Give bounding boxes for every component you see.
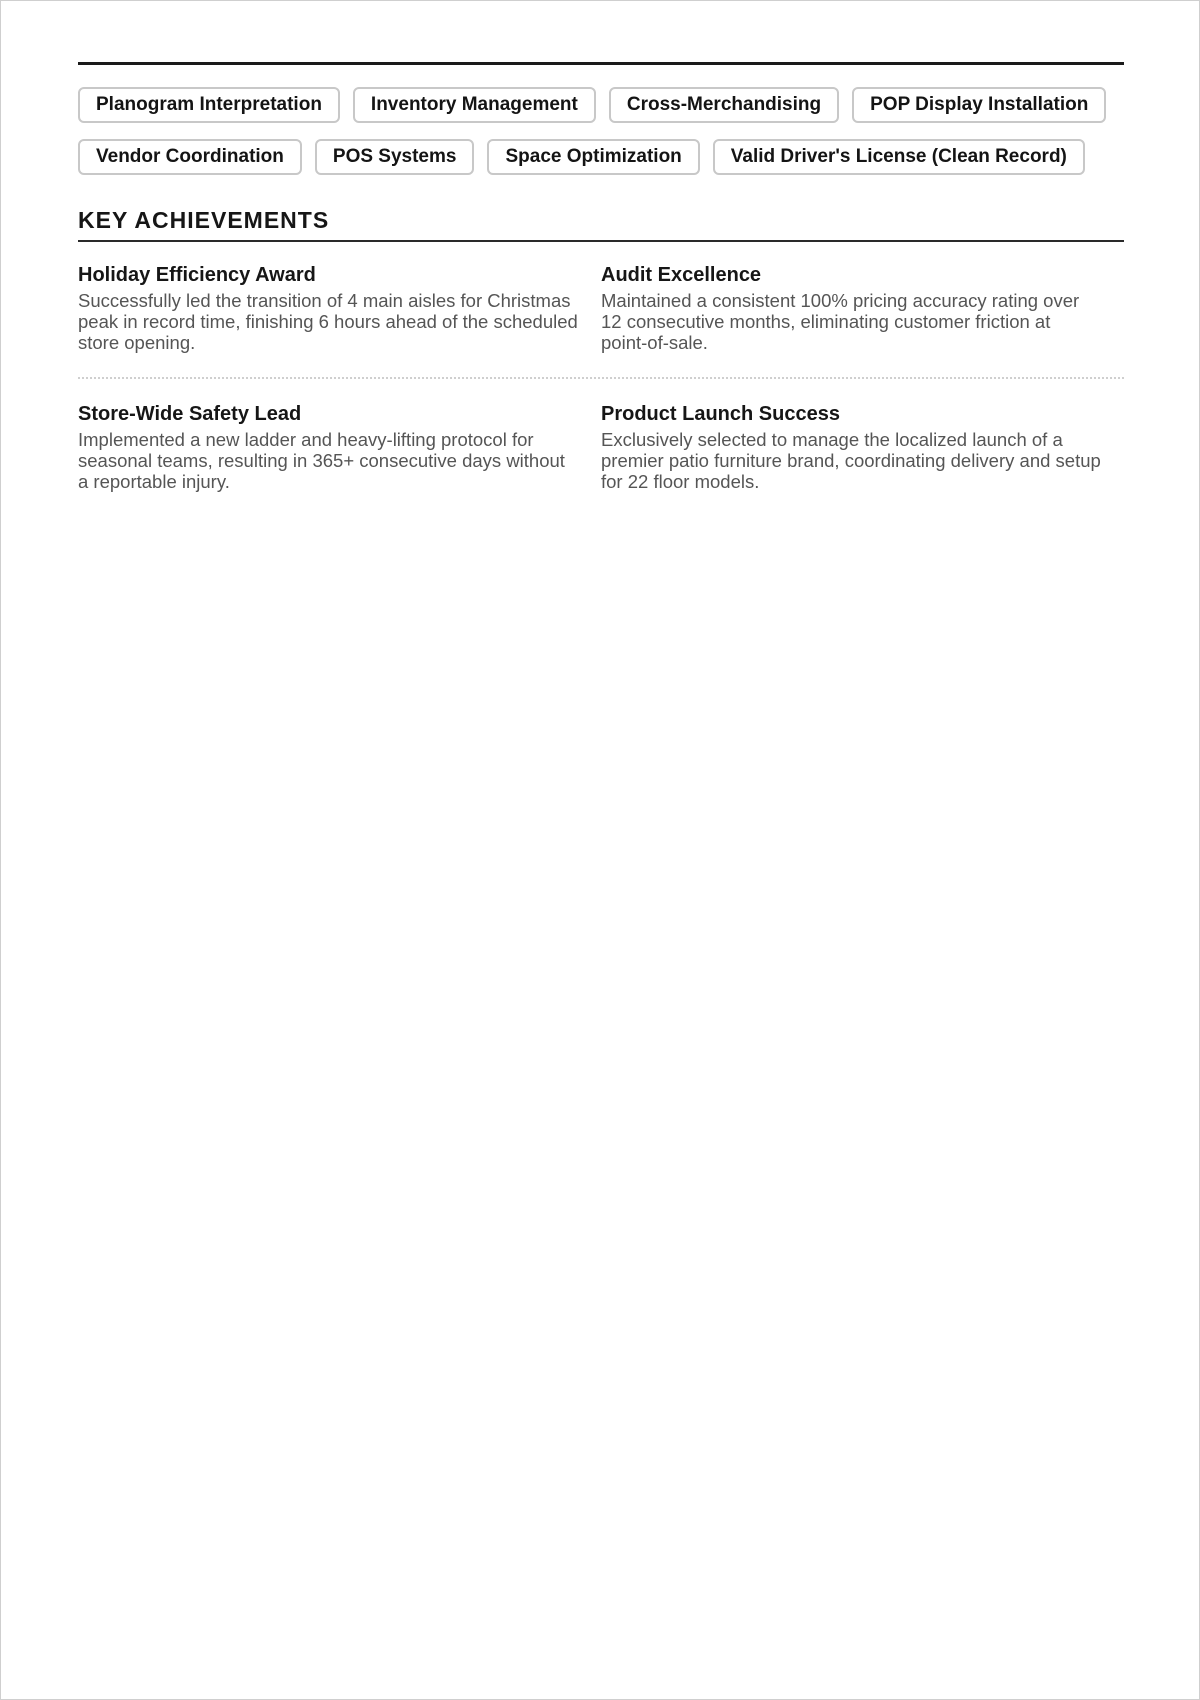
skill-tag: Valid Driver's License (Clean Record) (713, 139, 1085, 175)
top-divider (78, 62, 1124, 65)
skill-tag: Cross-Merchandising (609, 87, 839, 123)
skill-tag: Inventory Management (353, 87, 596, 123)
skills-row-1 (78, 87, 1124, 123)
achievement-item (78, 263, 578, 353)
achievement-description: Maintained a consistent 100% pricing accuracy rating over 12 consecutive months, eliminating customer friction at point-of-sale. (601, 290, 1080, 353)
section-heading-key-achievements: KEY ACHIEVEMENTS (78, 207, 330, 233)
skill-tag: POP Display Installation (852, 87, 1106, 123)
skill-tag: Vendor Coordination (78, 139, 302, 175)
achievement-title: Product Launch Success (601, 403, 840, 425)
skill-tag: POS Systems (315, 139, 475, 175)
achievement-description: Implemented a new ladder and heavy-lifting protocol for seasonal teams, resulting in 365+ consecutive days without a reportable injury. (78, 429, 565, 492)
skill-tag: Planogram Interpretation (78, 87, 340, 123)
section-divider (78, 240, 1124, 242)
achievement-description: Exclusively selected to manage the localized launch of a premier patio furniture brand, coordinating delivery and setup for 22 floor models. (601, 429, 1101, 492)
achievement-item (78, 402, 578, 492)
skills-row-2 (78, 139, 1124, 175)
achievement-title: Audit Excellence (601, 264, 762, 286)
achievement-description: Successfully led the transition of 4 main aisles for Christmas peak in record time, finishing 6 hours ahead of the scheduled store opening. (78, 290, 578, 353)
achievement-title: Holiday Efficiency Award (78, 264, 316, 286)
achievement-item (601, 263, 1101, 353)
achievement-title: Store-Wide Safety Lead (78, 403, 302, 425)
achievement-item (601, 402, 1101, 492)
dotted-divider (78, 377, 1124, 379)
skill-tag: Space Optimization (487, 139, 699, 175)
skills-section (78, 87, 1124, 191)
